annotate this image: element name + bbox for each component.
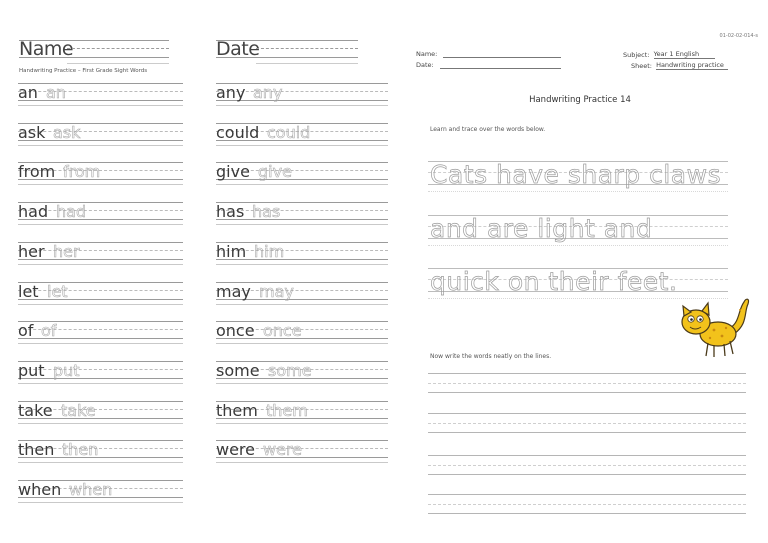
sight-word-trace: some: [268, 360, 312, 380]
sight-word: then: [18, 440, 55, 460]
sight-word-row[interactable]: [216, 123, 388, 145]
sight-word-trace: were: [263, 440, 302, 460]
write-line[interactable]: [428, 392, 746, 393]
sight-word-row[interactable]: [18, 162, 183, 184]
sheet-field: [631, 61, 728, 70]
sight-word: were: [216, 440, 255, 460]
name-field: [416, 50, 561, 58]
sight-word-row[interactable]: [216, 440, 388, 462]
date-field-label: Date:: [416, 61, 434, 69]
write-line[interactable]: [428, 494, 746, 495]
sight-word-trace: when: [69, 480, 113, 499]
sight-word: any: [216, 83, 246, 102]
sight-word-row[interactable]: [18, 282, 183, 304]
sight-word-trace: let: [47, 281, 68, 301]
sight-word-row[interactable]: [18, 480, 183, 502]
write-line[interactable]: [428, 455, 746, 456]
sight-word: take: [18, 400, 53, 420]
sight-word-row[interactable]: [216, 162, 388, 184]
write-instruction: Now write the words neatly on the lines.: [430, 353, 552, 360]
worksheet-title: Handwriting Practice 14: [529, 95, 631, 105]
subject-label: Subject:: [623, 51, 650, 59]
subject-field: [623, 50, 715, 59]
sight-word-row[interactable]: [18, 242, 183, 264]
sight-word-trace: give: [258, 162, 292, 182]
trace-line-2: [428, 215, 728, 245]
sight-word-trace: of: [41, 321, 57, 341]
cartoon-cat-illustration: [678, 288, 750, 360]
sight-word-row[interactable]: [216, 202, 388, 224]
sight-word: give: [216, 162, 250, 182]
sight-word: let: [18, 281, 39, 301]
sight-word: when: [18, 480, 62, 499]
handwriting-practice-worksheet: [410, 0, 768, 543]
sheet-value: Handwriting practice: [656, 61, 728, 70]
sight-word-row[interactable]: [216, 242, 388, 264]
sight-word: put: [18, 360, 45, 380]
sight-word-trace: may: [259, 281, 294, 301]
date-label: Date: [216, 38, 260, 60]
sight-word: of: [18, 321, 34, 341]
write-guide: [428, 383, 746, 384]
sight-word: from: [18, 162, 56, 182]
sight-word: once: [216, 321, 255, 341]
date-header: [216, 38, 358, 68]
sight-word-row[interactable]: [18, 321, 183, 343]
trace-sentence-2: and are light and: [430, 214, 653, 243]
write-line[interactable]: [428, 513, 746, 514]
sight-word-trace: from: [63, 162, 101, 182]
sight-word: them: [216, 400, 258, 420]
write-line[interactable]: [428, 373, 746, 374]
worksheet-subtitle: Handwriting Practice – First Grade Sight Words: [19, 68, 148, 74]
sight-word-trace: any: [253, 83, 283, 102]
sight-word-trace: ask: [53, 122, 81, 142]
write-guide: [428, 423, 746, 424]
sheet-label: Sheet:: [631, 62, 652, 70]
sheet-code: 01-02-02-014-s: [719, 33, 758, 39]
sight-word-row[interactable]: [18, 440, 183, 462]
sight-word-trace: has: [252, 202, 281, 222]
sight-word: has: [216, 202, 245, 222]
write-guide: [428, 465, 746, 466]
sight-word-trace: then: [62, 440, 99, 460]
sight-word: had: [18, 202, 49, 222]
sight-word-row[interactable]: [216, 282, 388, 304]
sight-word-trace: once: [263, 321, 302, 341]
sight-word-trace: them: [266, 400, 308, 420]
trace-line-1: [428, 161, 728, 191]
sight-word-row[interactable]: [216, 401, 388, 423]
sight-word-row[interactable]: [18, 401, 183, 423]
sight-word-row[interactable]: [216, 361, 388, 383]
name-field-label: Name:: [416, 50, 438, 58]
sight-word: him: [216, 241, 247, 261]
date-field: [416, 61, 561, 69]
trace-instruction: Learn and trace over the words below.: [430, 126, 546, 133]
write-line[interactable]: [428, 413, 746, 414]
sight-word-trace: take: [61, 400, 96, 420]
sight-word: may: [216, 281, 251, 301]
sight-word: could: [216, 122, 260, 142]
sight-word-trace: could: [267, 122, 311, 142]
sight-word-row[interactable]: [18, 123, 183, 145]
subject-value: Year 1 English: [654, 50, 716, 59]
sight-word-trace: her: [53, 241, 80, 261]
sight-word: some: [216, 360, 260, 380]
sight-word-trace: had: [56, 202, 87, 222]
sight-word-row[interactable]: [216, 321, 388, 343]
sight-word: ask: [18, 122, 46, 142]
write-line[interactable]: [428, 474, 746, 475]
sight-word-row[interactable]: [18, 83, 183, 105]
sight-word-trace: an: [46, 83, 66, 102]
name-header: [19, 38, 169, 68]
sight-word-row[interactable]: [18, 202, 183, 224]
write-line[interactable]: [428, 432, 746, 433]
trace-sentence-1: Cats have sharp claws: [430, 160, 722, 189]
sight-word: her: [18, 241, 45, 261]
name-label: Name: [19, 38, 74, 60]
trace-sentence-3: quick on their feet.: [430, 267, 678, 296]
sight-word-row[interactable]: [18, 361, 183, 383]
sight-word-trace: him: [254, 241, 285, 261]
sight-word-trace: put: [53, 360, 80, 380]
write-guide: [428, 504, 746, 505]
sight-word: an: [18, 83, 38, 102]
sight-word-row[interactable]: [216, 83, 388, 105]
